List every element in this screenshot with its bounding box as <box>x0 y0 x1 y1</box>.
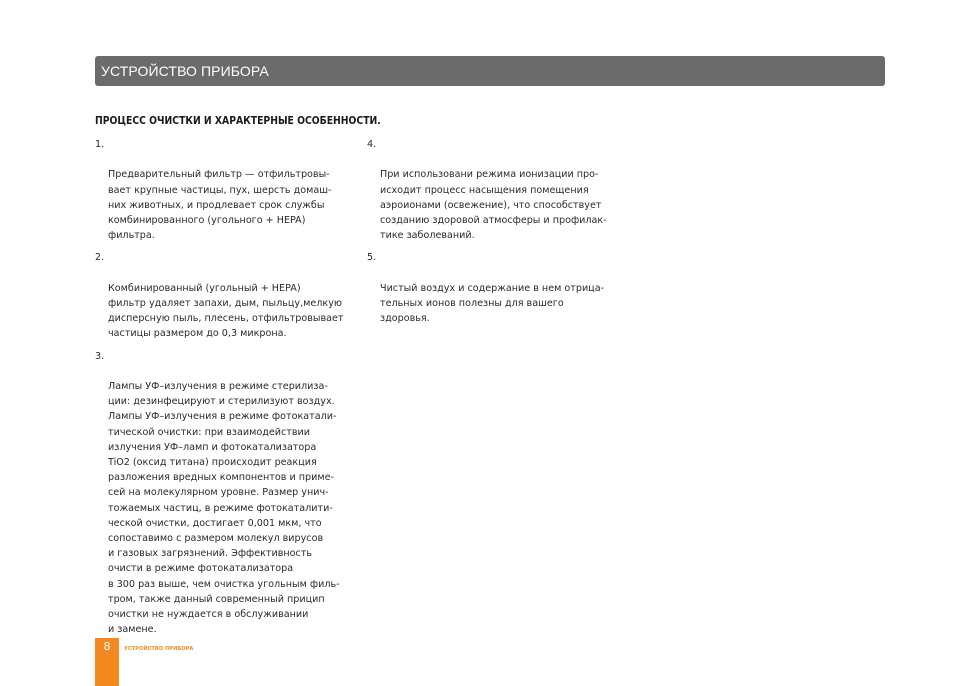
left-column <box>95 137 367 645</box>
page-number-tab <box>95 638 119 686</box>
item-text: При использовани режима ионизации про- исходит процесс насыщения помещения аэроионами (освежение), что способствует созданию здоровой атмосферы и профилак- тике заболеваний. <box>380 169 607 242</box>
item-number: 2. <box>95 252 105 264</box>
section-title: УСТРОЙСТВО ПРИБОРА <box>101 63 269 79</box>
subheading: ПРОЦЕСС ОЧИСТКИ И ХАРАКТЕРНЫЕ ОСОБЕННОСТИ. <box>95 115 381 127</box>
item-text: Комбинированный (угольный + HEPA) фильтр удаляет запахи, дым, пыльцу,мелкую дисперсную пыль, плесень, отфильтровывает частицы размером до 0,3 микрона. <box>108 282 344 340</box>
item-text: Чистый воздух и содержание в нем отрица- тельных ионов полезны для вашего здоровья. <box>380 282 605 325</box>
item-text: Лампы УФ–излучения в режиме стерилиза- ции: дезинфецируют и стерилизуют воздух. Лампы УФ–излучения в режиме фотокатали- тической очистки: при взаимодействии излучения УФ–ламп и фотокатализатора TiO2 (оксид титана) происходит реакция разложения вредных компонентов и приме- сей на молекулярном уровне. Размер унич- тожаемых частиц, в режиме фотокаталити- ческой очистки, достигает 0,001 мкм, что сопоставимо с размером молекул вирусов и газовых загрязнений. Эффективность очисти в режиме фотокатализатора в 300 раз выше, чем очистка угольным филь- тром, также данный современный прицип очистки не нуждается в обслуживании и замене. <box>108 381 340 636</box>
list-item <box>95 250 367 341</box>
item-number: 5. <box>367 252 377 264</box>
right-column <box>367 137 637 333</box>
list-item <box>367 250 637 326</box>
item-number: 1. <box>95 139 105 150</box>
list-item <box>95 349 367 638</box>
item-number: 3. <box>95 350 105 362</box>
page-number: 8 <box>103 640 111 653</box>
item-number: 4. <box>367 139 377 150</box>
section-header-bar <box>95 56 885 86</box>
list-item <box>95 137 367 243</box>
list-item <box>367 137 637 243</box>
footer-section-label: УСТРОЙСТВО ПРИБОРА <box>124 646 194 652</box>
item-text: Предварительный фильтр — отфильтровы- вает крупные частицы, пух, шерсть домаш- них животных, и продлевает срок службы комбинированного (угольного + HEPA) фильтра. <box>108 169 332 242</box>
